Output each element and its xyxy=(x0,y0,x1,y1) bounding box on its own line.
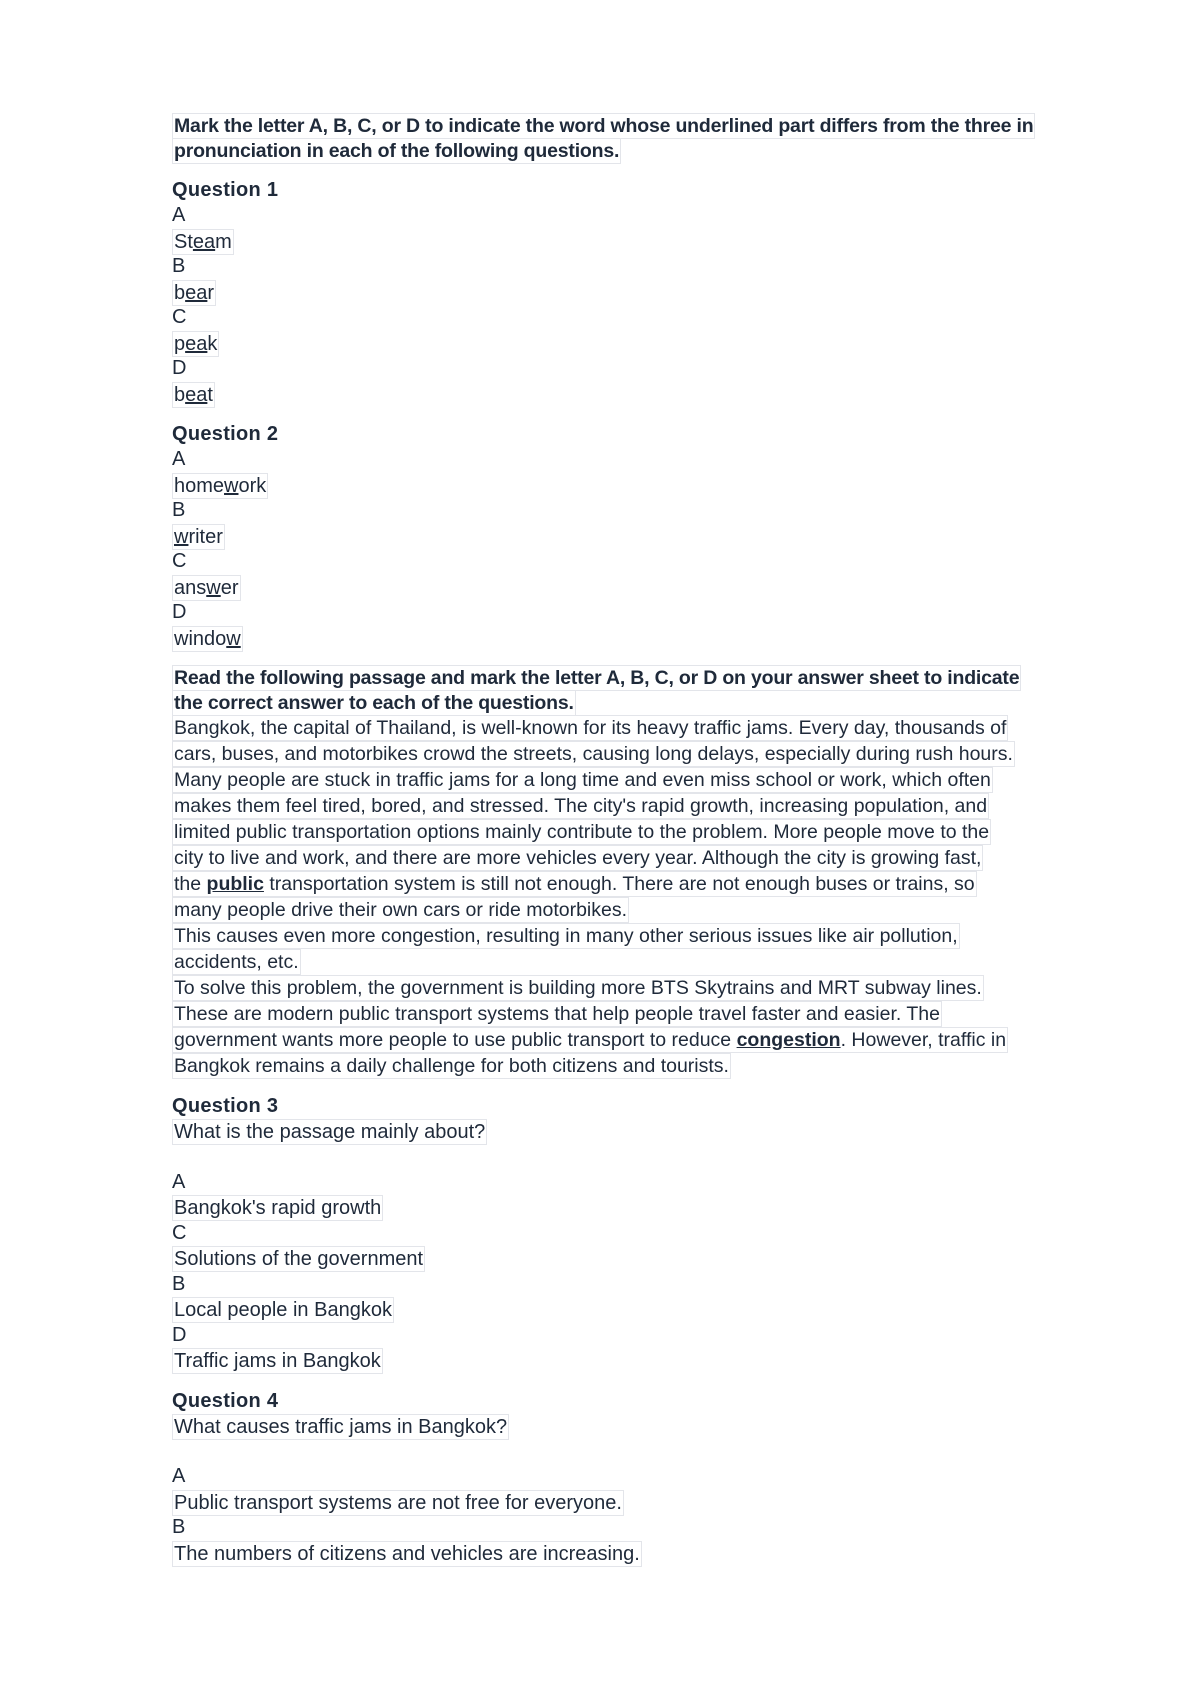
option-text[interactable]: Solutions of the government xyxy=(174,1248,424,1270)
passage-line: Bangkok remains a daily challenge for both citizens and tourists. xyxy=(174,1055,729,1077)
option-letter: D xyxy=(172,357,187,379)
underlined-part: w xyxy=(174,525,189,548)
option-letter: B xyxy=(172,255,186,277)
option-letter: B xyxy=(172,1272,186,1295)
underlined-part: ea xyxy=(185,383,208,406)
passage-line: These are modern public transport systems that help people travel faster and easier. The xyxy=(174,1003,940,1025)
section2-instruction xyxy=(172,665,1092,715)
passage-line: limited public transportation options mainly contribute to the problem. More people move to the xyxy=(174,821,990,843)
instruction-line: the correct answer to each of the questions. xyxy=(174,692,574,714)
option-word[interactable]: peak xyxy=(174,332,218,355)
underlined-part: w xyxy=(226,627,241,650)
option-letter: C xyxy=(172,1221,187,1244)
question-2-options xyxy=(172,447,1092,651)
question-3-title: Question 3 xyxy=(172,1095,279,1117)
option-letter: C xyxy=(172,550,187,572)
passage-line: Bangkok, the capital of Thailand, is well-known for its heavy traffic jams. Every day, thousands of xyxy=(174,717,1007,739)
option-text[interactable]: Traffic jams in Bangkok xyxy=(174,1350,381,1372)
document-content xyxy=(172,113,1092,1566)
underlined-part: w xyxy=(206,576,221,599)
passage-line: accidents, etc. xyxy=(174,951,299,973)
passage-line: the public transportation system is still not enough. There are not enough buses or trains, so xyxy=(174,873,975,895)
option-text[interactable]: The numbers of citizens and vehicles are increasing. xyxy=(174,1542,640,1565)
passage-line: government wants more people to use public transport to reduce congestion. However, traffic in xyxy=(174,1029,1007,1051)
option-word[interactable]: Steam xyxy=(174,230,232,253)
option-letter: A xyxy=(172,1170,186,1193)
passage-line: many people drive their own cars or ride motorbikes. xyxy=(174,899,628,921)
passage-line: makes them feel tired, bored, and stressed. The city's rapid growth, increasing population, and xyxy=(174,795,988,817)
option-letter: C xyxy=(172,306,187,328)
option-text[interactable]: Public transport systems are not free for everyone. xyxy=(174,1491,622,1514)
question-4-options xyxy=(172,1464,1092,1566)
instruction-line: Mark the letter A, B, C, or D to indicate the word whose underlined part differs from the three in xyxy=(174,115,1034,137)
option-word[interactable]: homework xyxy=(174,474,267,497)
instruction-line: pronunciation in each of the following questions. xyxy=(174,140,620,162)
option-word[interactable]: answer xyxy=(174,576,239,599)
underlined-part: ea xyxy=(185,281,208,304)
option-word[interactable]: bear xyxy=(174,281,215,304)
question-3-prompt: What is the passage mainly about? xyxy=(174,1121,486,1143)
question-3-options xyxy=(172,1170,1092,1374)
option-letter: D xyxy=(172,1323,187,1346)
passage-line: Many people are stuck in traffic jams for a long time and even miss school or work, which often xyxy=(174,769,991,791)
option-word[interactable]: beat xyxy=(174,383,213,406)
option-letter: A xyxy=(172,204,186,226)
reading-passage xyxy=(172,715,1092,1079)
section1-instruction xyxy=(172,113,1092,163)
question-4-prompt: What causes traffic jams in Bangkok? xyxy=(174,1415,508,1438)
question-4-title: Question 4 xyxy=(172,1389,279,1412)
underlined-part: ea xyxy=(185,332,208,355)
underlined-part: ea xyxy=(192,230,216,253)
option-letter: B xyxy=(172,1516,186,1538)
question-2-title: Question 2 xyxy=(172,423,279,445)
passage-line: This causes even more congestion, resulting in many other serious issues like air pollution, xyxy=(174,925,958,947)
passage-line: city to live and work, and there are more vehicles every year. Although the city is growing fast, xyxy=(174,847,982,869)
option-word[interactable]: window xyxy=(174,627,241,650)
highlighted-word-public: public xyxy=(206,873,264,895)
passage-line: To solve this problem, the government is building more BTS Skytrains and MRT subway lines. xyxy=(174,977,982,999)
option-text[interactable]: Bangkok's rapid growth xyxy=(174,1197,382,1219)
question-1-options xyxy=(172,203,1092,407)
option-word[interactable]: writer xyxy=(174,525,223,548)
option-letter: A xyxy=(172,448,186,470)
option-letter: A xyxy=(172,1465,186,1487)
option-letter: B xyxy=(172,499,186,521)
highlighted-word-congestion: congestion xyxy=(736,1029,841,1051)
instruction-line: Read the following passage and mark the letter A, B, C, or D on your answer sheet to indicate xyxy=(174,667,1020,689)
question-1-title: Question 1 xyxy=(172,179,279,201)
underlined-part: w xyxy=(224,474,239,497)
option-text[interactable]: Local people in Bangkok xyxy=(174,1299,392,1321)
passage-line: cars, buses, and motorbikes crowd the streets, causing long delays, especially during rush hours. xyxy=(174,743,1013,765)
option-letter: D xyxy=(172,601,187,623)
